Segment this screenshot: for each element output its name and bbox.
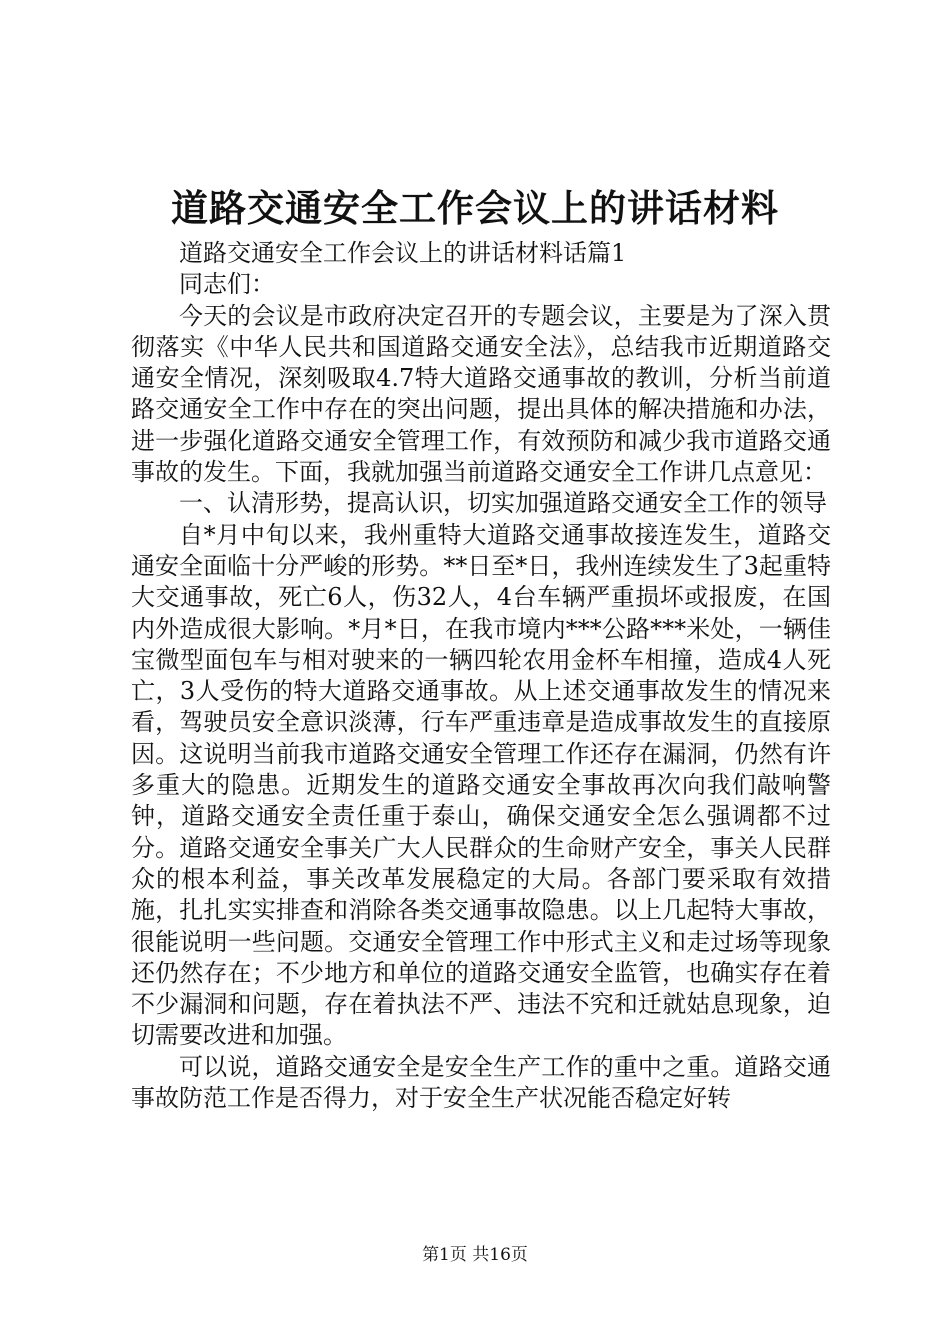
- paragraph-2: 自*月中旬以来，我州重特大道路交通事故接连发生，道路交通安全面临十分严峻的形势。**日至*日，我州连续发生了3起重特大交通事故，死亡6人，伤32人，4台车辆严重损坏或报废，在国内外造成很大影响。*月*日，在我市境内***公路***米处，一辆佳宝微型面包车与相对驶来的一辆四轮农用金杯车相撞，造成4人死亡，3人受伤的特大道路交通事故。从上述交通事故发生的情况来看，驾驶员安全意识淡薄，行车严重违章是造成事故发生的直接原因。这说明当前我市道路交通安全管理工作还存在漏洞，仍然有许多重大的隐患。近期发生的道路交通安全事故再次向我们敲响警钟，道路交通安全责任重于泰山，确保交通安全怎么强调都不过分。道路交通安全事关广大人民群众的生命财产安全，事关人民群众的根本利益，事关改革发展稳定的大局。各部门要采取有效措施，扎扎实实排查和消除各类交通事故隐患。以上几起特大事故，很能说明一些问题。交通安全管理工作中形式主义和走过场等现象还仍然存在；不少地方和单位的道路交通安全监管，也确实存在着不少漏洞和问题，存在着执法不严、违法不究和迁就姑息现象，迫切需要改进和加强。: [131, 520, 831, 1050]
- paragraph-3: 可以说，道路交通安全是安全生产工作的重中之重。道路交通事故防范工作是否得力，对于安全生产状况能否稳定好转: [131, 1052, 831, 1113]
- subtitle-line: 道路交通安全工作会议上的讲话材料话篇1: [179, 239, 627, 267]
- page-footer: 第1页 共16页: [422, 1245, 528, 1265]
- document-body: [131, 238, 831, 1114]
- document-title: 道路交通安全工作会议上的讲话材料: [171, 186, 779, 230]
- section-heading-1: 一、认清形势，提高认识，切实加强道路交通安全工作的领导: [179, 489, 827, 518]
- paragraph-1: 今天的会议是市政府决定召开的专题会议，主要是为了深入贯彻落实《中华人民共和国道路交通安全法》，总结我市近期道路交通安全情况，深刻吸取4.7特大道路交通事故的教训，分析当前道路交通安全工作中存在的突出问题，提出具体的解决措施和办法，进一步强化道路交通安全管理工作，有效预防和减少我市道路交通事故的发生。下面，我就加强当前道路交通安全工作讲几点意见：: [131, 301, 831, 487]
- salutation: 同志们：: [179, 270, 275, 299]
